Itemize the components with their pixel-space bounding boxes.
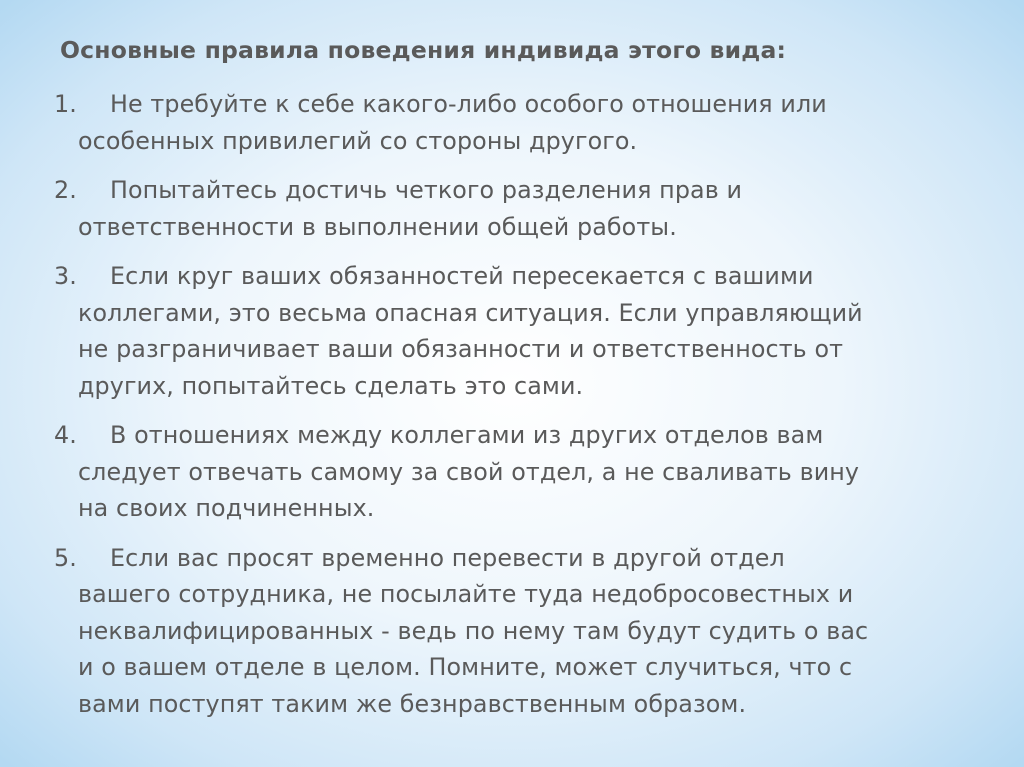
list-item: 1. Не требуйте к себе какого-либо особого отношения или особенных привилегий со стороны другого. — [54, 86, 984, 159]
item-line: Если вас просят временно перевести в другой отдел — [110, 543, 785, 572]
item-line: особенных привилегий со стороны другого. — [78, 126, 638, 155]
item-line: Попытайтесь достичь четкого разделения прав и — [110, 176, 743, 204]
list-item: 2. Попытайтесь достичь четкого разделения прав и ответственности в выполнении общей работы. — [54, 172, 984, 245]
item-body — [54, 540, 868, 723]
list-item: 4. В отношениях между коллегами из других отделов вам следует отвечать самому за свой отдел, а не сваливать вину на своих подчиненных. — [54, 417, 984, 527]
item-line: вашего сотрудника, не посылайте туда недобросовестных и — [78, 580, 854, 608]
item-line: Не требуйте к себе какого-либо особого отношения или — [110, 90, 827, 118]
item-body — [54, 258, 863, 404]
item-line: неквалифицированных - ведь по нему там будут судить о вас — [78, 616, 869, 645]
item-body — [54, 86, 827, 159]
item-body — [54, 172, 742, 245]
item-line: не разграничивает ваши обязанности и ответственность от — [78, 335, 844, 363]
list-item: 5. Если вас просят временно перевести в другой отдел вашего сотрудника, не посылайте туда недобросовестных и неквалифицированных - ведь по нему там будут судить о вас и о вашем отделе в целом. Помните, может случиться, что с вами поступят таким же безнравственным образом. — [54, 540, 984, 723]
item-line: на своих подчиненных. — [78, 494, 375, 522]
item-line: других, попытайтесь сделать это сами. — [78, 371, 584, 400]
item-line: Если круг ваших обязанностей пересекается с вашими — [110, 262, 814, 290]
item-line: вами поступят таким же безнравственным образом. — [78, 689, 747, 718]
item-line: следует отвечать самому за свой отдел, а не сваливать вину — [78, 457, 860, 486]
item-line: и о вашем отделе в целом. Помните, может случиться, что с — [78, 653, 853, 681]
rules-list — [54, 86, 984, 735]
slide-heading: Основные правила поведения индивида этого вида: — [60, 36, 787, 64]
list-item: 3. Если круг ваших обязанностей пересекается с вашими коллегами, это весьма опасная ситуация. Если управляющий не разграничивает ваши обязанности и ответственность от других, попытайтесь сделать это сами. — [54, 258, 984, 404]
item-line: ответственности в выполнении общей работы. — [78, 212, 677, 241]
item-body — [54, 417, 859, 527]
item-line: коллегами, это весьма опасная ситуация. Если управляющий — [78, 298, 863, 327]
item-line: В отношениях между коллегами из других отделов вам — [110, 421, 824, 449]
